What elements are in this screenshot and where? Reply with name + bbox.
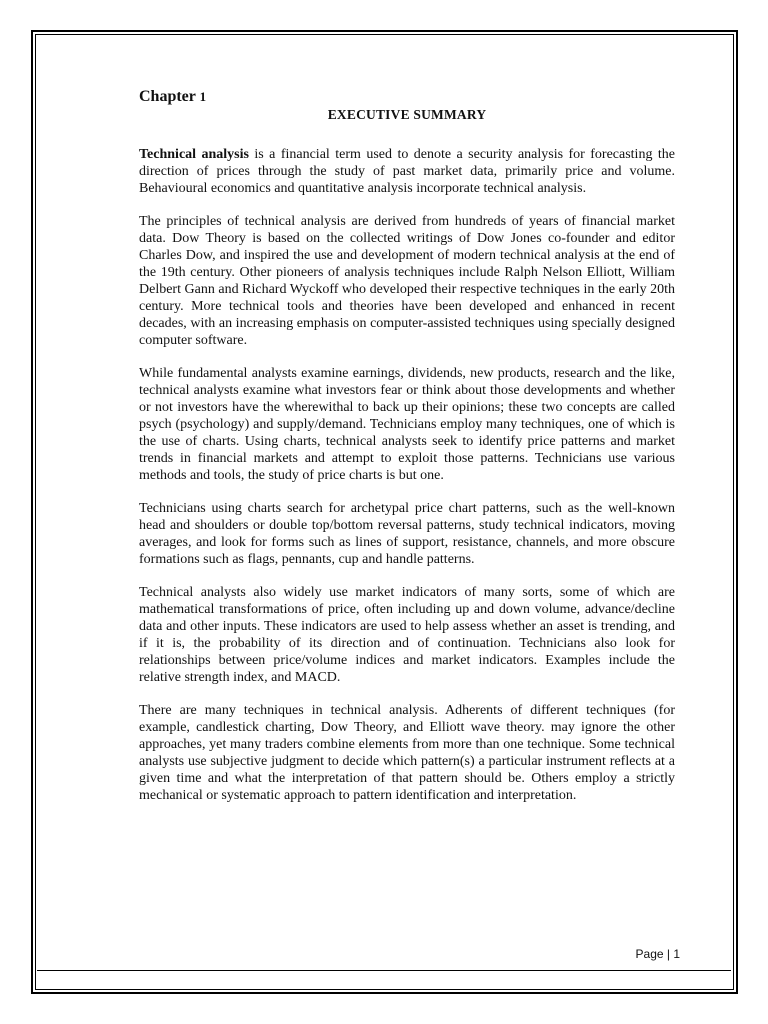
paragraph-1 — [139, 146, 675, 197]
chapter-number: 1 — [199, 89, 207, 104]
paragraph-6 — [139, 702, 675, 804]
paragraph-text: While fundamental analysts examine earnings, dividends, new products, research and the like, technical analysts examine what investors fear or think about those developments and whether or not investors have the wherewithal to back up their opinions; these two concepts are called psych (psychology) and supply/demand. Technicians employ many techniques, one of which is the use of charts. Using charts, technical analysts seek to identify price patterns and market trends in financial markets and attempt to exploit those patterns. Technicians use various methods and tools, the study of price charts is but one. — [139, 366, 675, 483]
chapter-word: Chapter — [139, 88, 196, 105]
paragraph-5 — [139, 584, 675, 686]
paragraph-text: Technicians using charts search for archetypal price chart patterns, such as the well-known head and shoulders or double top/bottom reversal patterns, study technical indicators, moving averages, and look for forms such as lines of support, resistance, channels, and more obscure formations such as flags, pennants, cup and handle patterns. — [139, 501, 675, 567]
paragraph-3 — [139, 365, 675, 484]
section-title: EXECUTIVE SUMMARY — [327, 107, 487, 122]
paragraph-text: is a financial term used to denote a security analysis for forecasting the direction of prices through the study of past market data, primarily price and volume. Behavioural economics and quantitative analysis incorporate technical analysis. — [139, 147, 675, 196]
paragraph-lead-term: Technical analysis — [139, 147, 249, 162]
paragraph-text: The principles of technical analysis are derived from hundreds of years of financial market data. Dow Theory is based on the collected writings of Dow Jones co-founder and editor Charles Dow, and inspired the use and development of modern technical analysis at the end of the 19th century. Other pioneers of analysis techniques include Ralph Nelson Elliott, William Delbert Gann and Richard Wyckoff who developed their respective techniques in the early 20th century. More technical tools and theories have been developed and enhanced in recent decades, with an increasing emphasis on computer-assisted techniques using specially designed computer software. — [139, 214, 675, 348]
footer-divider — [37, 970, 731, 971]
page-number: Page | 1 — [635, 947, 680, 961]
chapter-heading — [139, 88, 675, 105]
paragraph-4 — [139, 500, 675, 568]
paragraph-text: There are many techniques in technical analysis. Adherents of different techniques (for example, candlestick charting, Dow Theory, and Elliott wave theory. may ignore the other approaches, yet many traders combine elements from more than one technique. Some technical analysts use subjective judgment to decide which pattern(s) a particular instrument reflects at a given time and what the interpretation of that pattern should be. Others employ a strictly mechanical or systematic approach to pattern identification and interpretation. — [139, 703, 675, 803]
paragraph-2 — [139, 213, 675, 349]
document-body — [139, 88, 675, 820]
paragraph-text: Technical analysts also widely use market indicators of many sorts, some of which are mathematical transformations of price, often including up and down volume, advance/decline data and other inputs. These indicators are used to help assess whether an asset is trending, and if it is, the probability of its direction and of continuation. Technicians also look for relationships between price/volume indices and market indicators. Examples include the relative strength index, and MACD. — [139, 585, 675, 685]
